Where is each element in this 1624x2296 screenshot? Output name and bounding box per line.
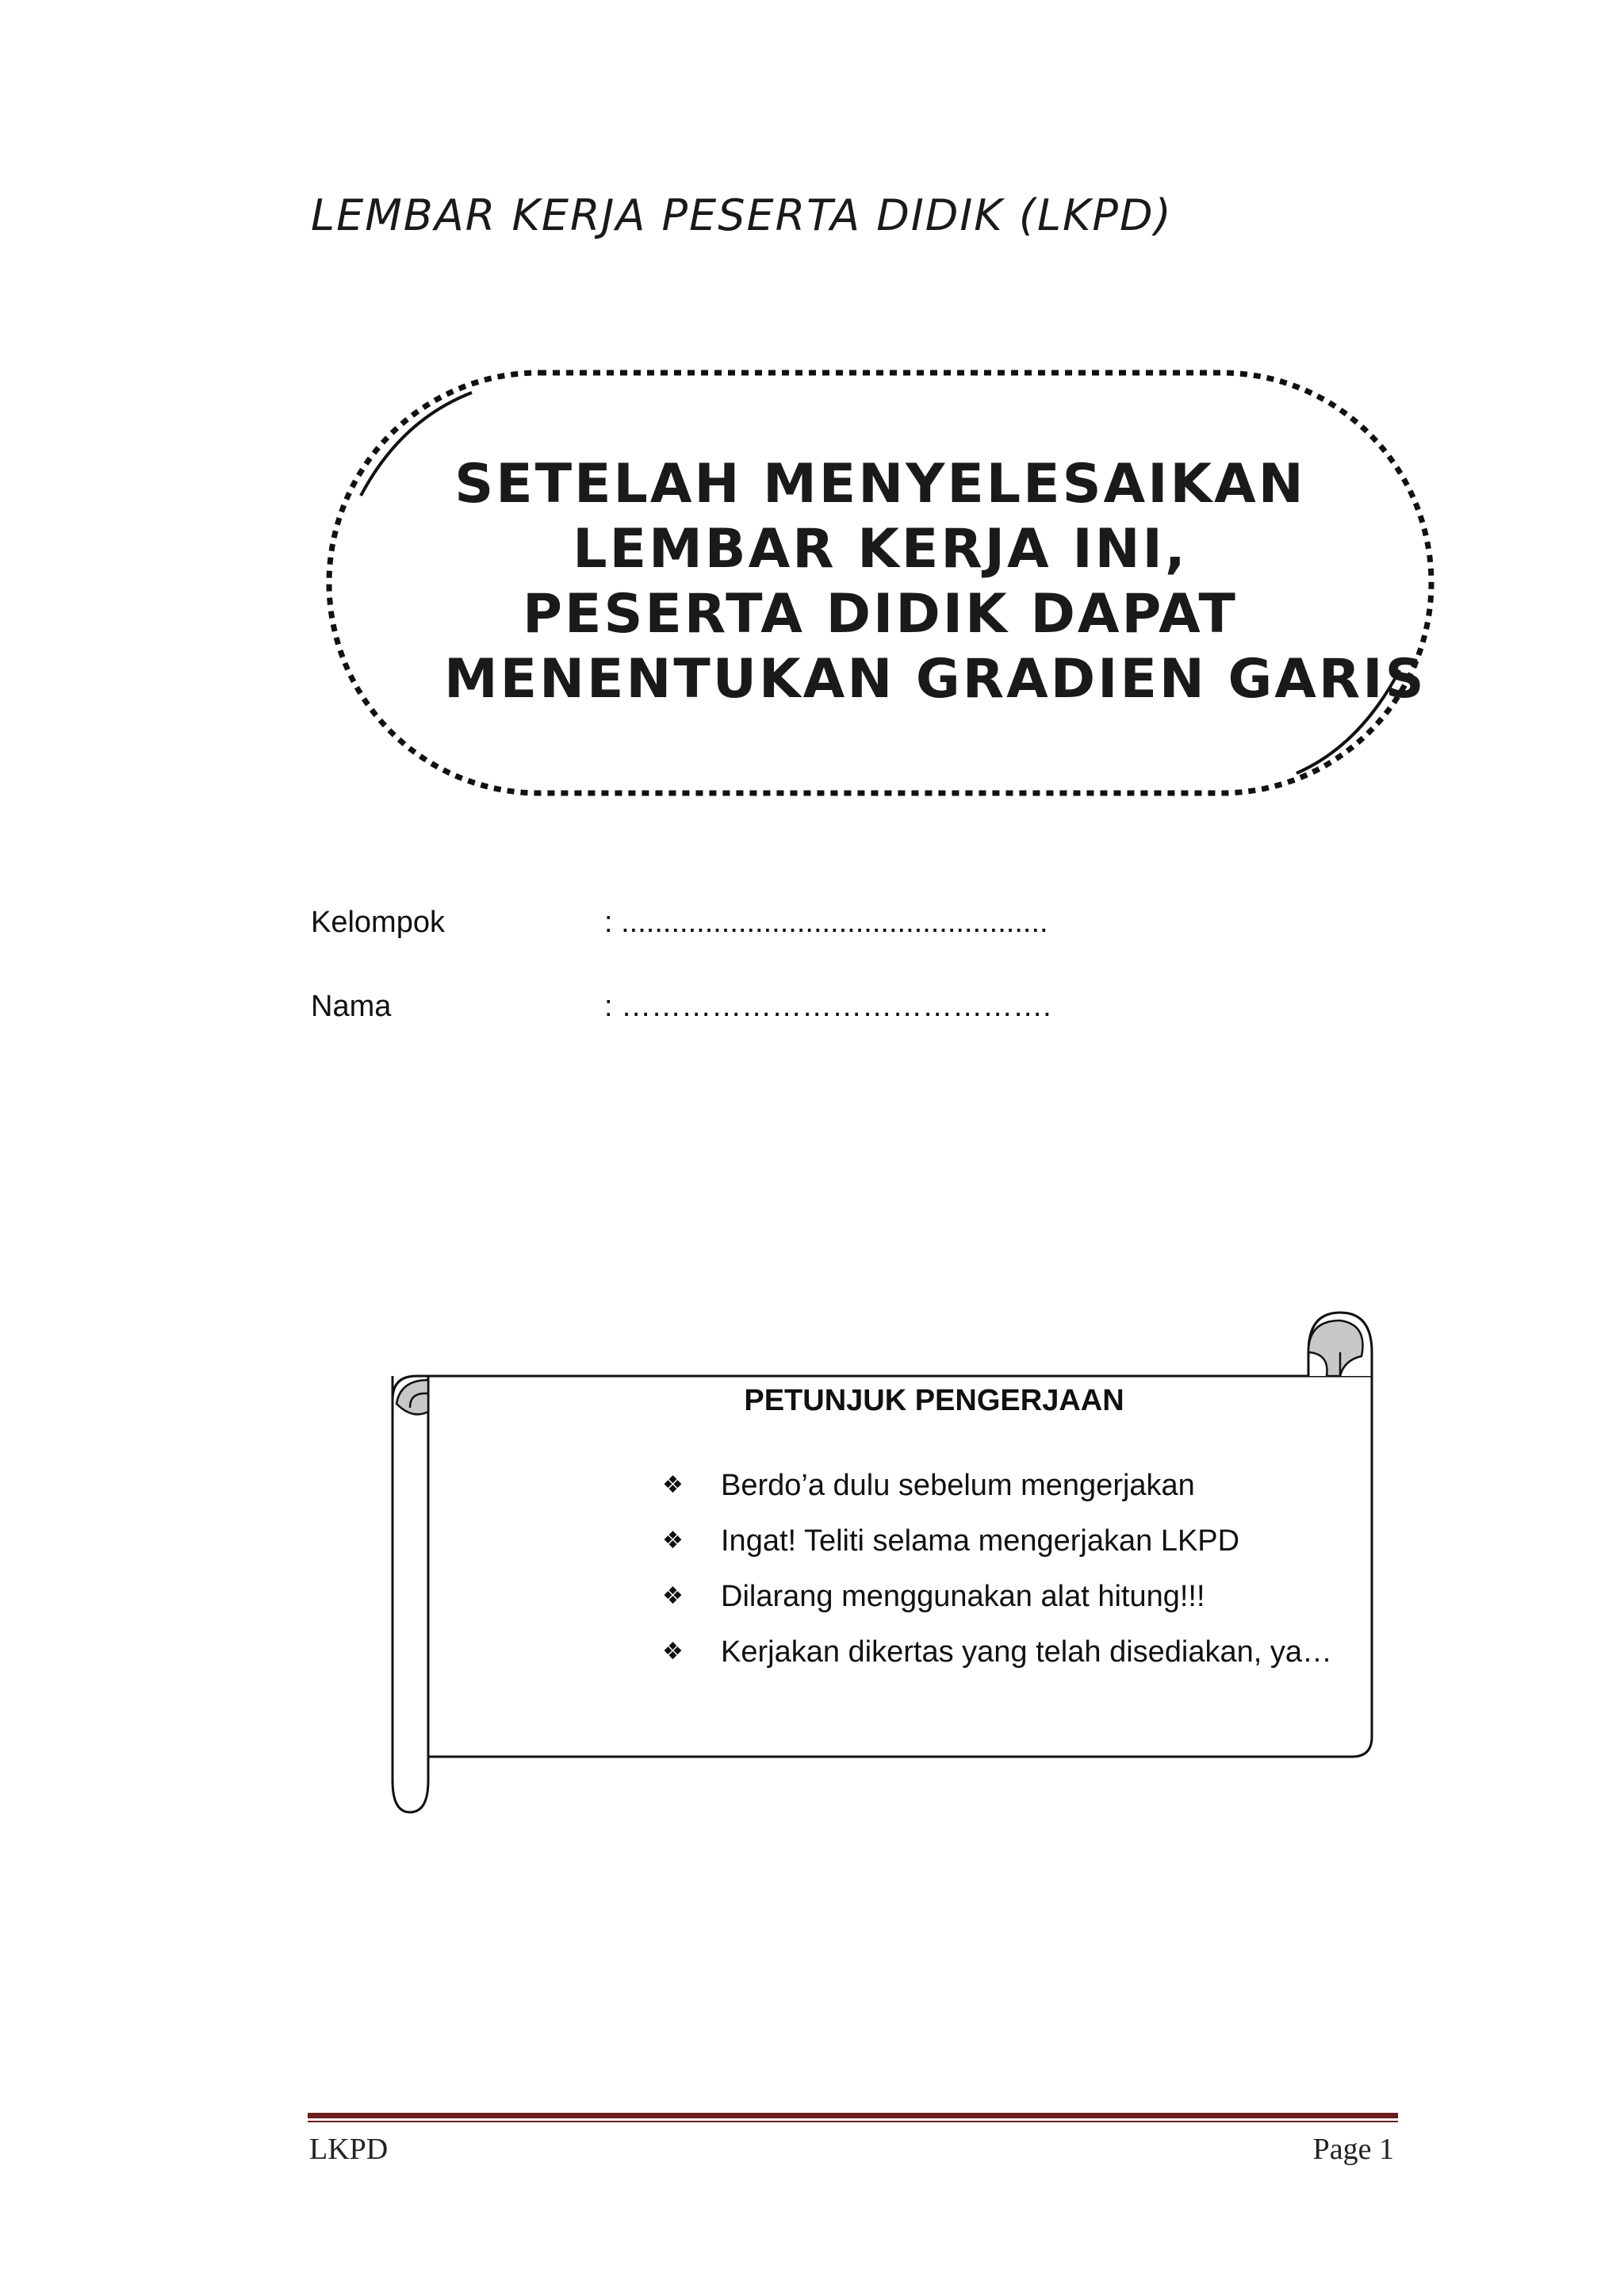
page-number (1313, 2132, 1394, 2167)
diamond-bullet-icon: ❖ (662, 1582, 684, 1610)
list-item (662, 1513, 1336, 1569)
footer-label: LKPD (309, 2133, 389, 2166)
list-item-text: Berdo’a dulu sebelum mengerjakan (721, 1469, 1195, 1502)
page-label: Page (1312, 2133, 1372, 2166)
list-item-text: Kerjakan dikertas yang telah disediakan, ya… (721, 1635, 1333, 1669)
name-label: Nama (311, 990, 392, 1023)
list-item-text: Ingat! Teliti selama mengerjakan LKPD (721, 1524, 1240, 1558)
diamond-bullet-icon: ❖ (662, 1638, 684, 1665)
instructions-list (662, 1458, 1336, 1680)
list-item-text: Dilarang menggunakan alat hitung!!! (721, 1580, 1205, 1613)
footer-rule-thick (308, 2113, 1398, 2118)
footer-divider (308, 2113, 1398, 2124)
footer-rule-thin (308, 2121, 1398, 2122)
objective-line: PESERTA DIDIK DAPAT (523, 583, 1238, 646)
page-number-value: 1 (1379, 2133, 1394, 2166)
list-item (662, 1569, 1336, 1624)
group-field (311, 906, 1048, 940)
instructions-title: PETUNJUK PENGERJAAN (744, 1384, 1124, 1417)
objective-line: SETELAH MENYELESAIKAN (454, 453, 1306, 516)
name-field (311, 990, 1051, 1024)
list-item (662, 1624, 1336, 1680)
document-title: LEMBAR KERJA PESERTA DIDIK (LKPD) (311, 190, 1173, 240)
diamond-bullet-icon: ❖ (662, 1527, 684, 1554)
group-label: Kelompok (311, 906, 445, 939)
diamond-bullet-icon: ❖ (662, 1471, 684, 1499)
name-blank[interactable]: : ……………………………………. (604, 990, 1051, 1023)
group-blank[interactable]: : ................................................... (604, 906, 1048, 939)
objective-line: LEMBAR KERJA INI, (573, 518, 1188, 581)
objective-line: MENENTUKAN GRADIEN GARIS (444, 648, 1427, 711)
learning-objective (444, 452, 1427, 714)
list-item (662, 1458, 1336, 1513)
